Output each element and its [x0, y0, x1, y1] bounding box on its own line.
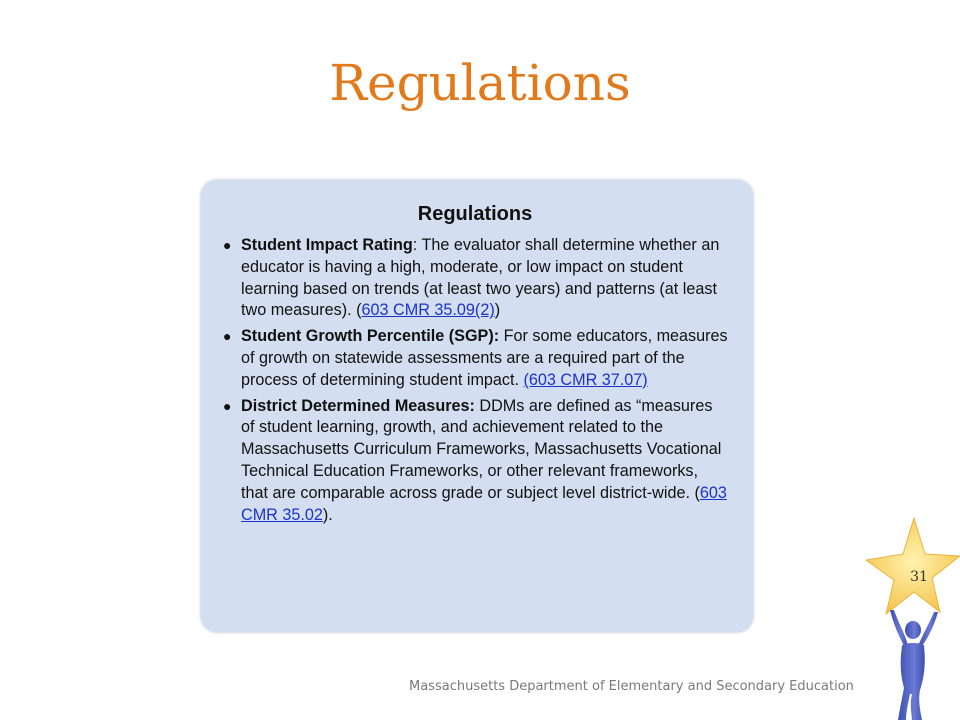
- citation-link[interactable]: (603 CMR 37.07): [523, 370, 648, 389]
- regulations-box: [201, 180, 753, 632]
- bullet-icon: ●: [223, 328, 232, 345]
- list-item-student-growth-percentile: [221, 326, 729, 391]
- slide-title: Regulations: [329, 54, 631, 112]
- regulations-list: [221, 235, 729, 526]
- page-number: 31: [910, 569, 928, 585]
- item-text: The evaluator shall determine whether an educator is having a high, moderate, or low impact on student learning based on trends (at least two years) and patterns (at least two measures). (: [241, 236, 720, 320]
- item-text: For some educators, measures of growth on statewide assessments are a required part of the process of determining student impact.: [241, 327, 728, 389]
- citation-link[interactable]: 603 CMR 35.09(2): [361, 301, 495, 320]
- bullet-icon: ●: [223, 397, 232, 414]
- citation-link[interactable]: 603 CMR 35.02: [241, 483, 727, 524]
- star-person-icon: [862, 514, 960, 720]
- box-heading: Regulations: [417, 203, 533, 225]
- list-item-district-determined-measures: [221, 396, 729, 527]
- term-separator: :: [412, 236, 422, 254]
- item-text: DDMs are defined as “measures of student learning, growth, and achievement related to the Massachusetts Curriculum Frameworks, Massachusetts Vocational Technical Education Frameworks, or other relevant frameworks, that are comparable across grade or subject level district-wide. (: [241, 396, 722, 502]
- footer-text: Massachusetts Department of Elementary and Secondary Education: [409, 679, 854, 694]
- item-text-after: ): [494, 301, 501, 320]
- list-item-student-impact-rating: [221, 235, 729, 322]
- term-label: Student Growth Percentile (SGP):: [241, 327, 500, 346]
- item-text-after: ).: [322, 505, 333, 524]
- bullet-icon: ●: [223, 237, 232, 253]
- term-label: District Determined Measures:: [241, 396, 475, 415]
- term-label: Student Impact Rating: [241, 236, 413, 254]
